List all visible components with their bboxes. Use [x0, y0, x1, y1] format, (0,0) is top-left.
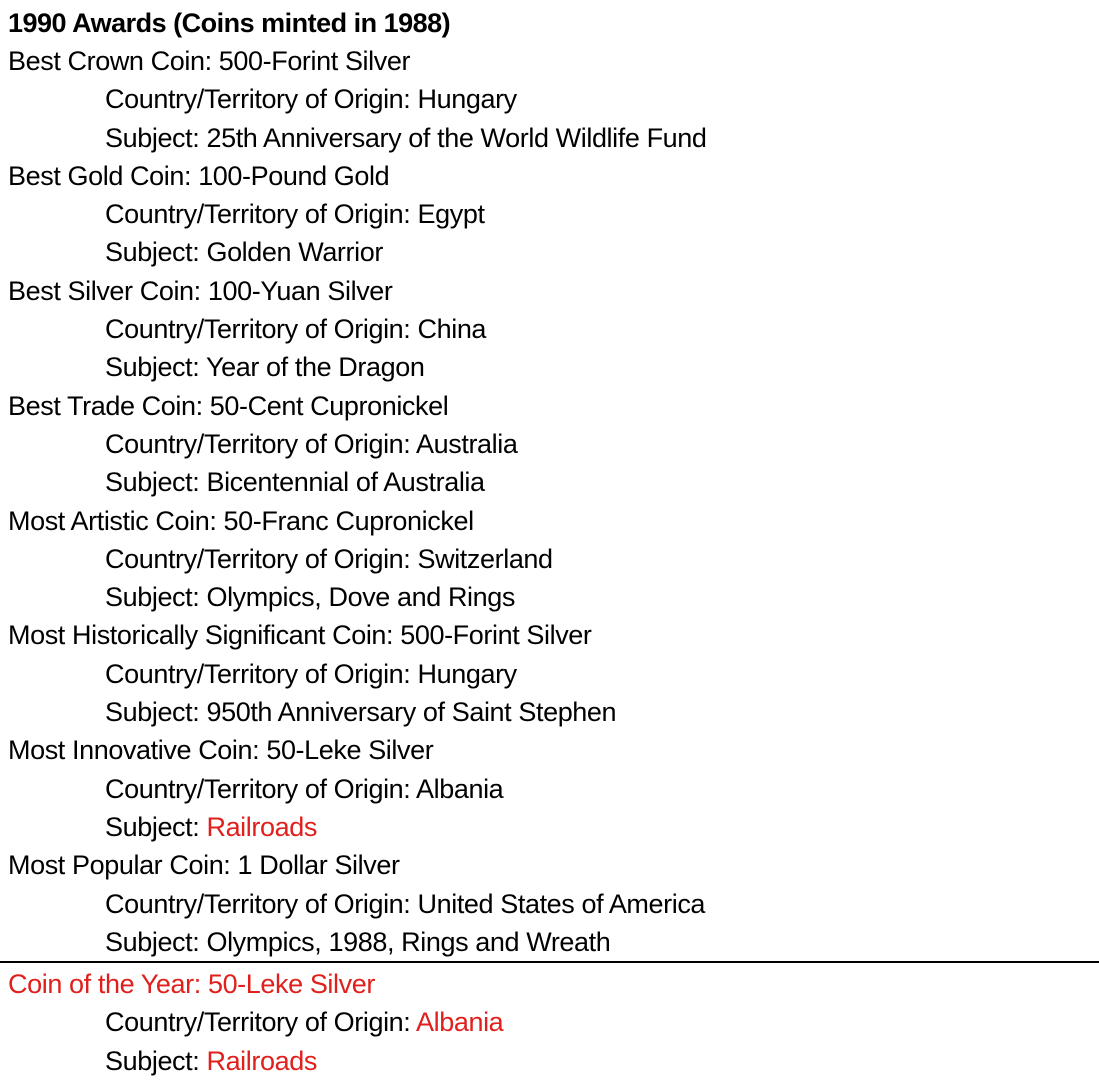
award-category: Best Trade Coin: 50-Cent Cupronickel	[8, 390, 449, 421]
award-category: Most Historically Significant Coin: 500-Forint Silver	[8, 620, 592, 651]
award-category: Best Silver Coin: 100-Yuan Silver	[8, 275, 393, 306]
award-country-line	[0, 80, 1099, 118]
subject-value: Olympics, 1988, Rings and Wreath	[206, 926, 611, 957]
award-country-line	[0, 655, 1099, 693]
country-value: China	[417, 314, 487, 345]
award-category: Most Popular Coin: 1 Dollar Silver	[8, 850, 400, 881]
subject-label: Subject:	[105, 122, 207, 153]
country-value: Albania	[416, 773, 504, 804]
award-category: Most Innovative Coin: 50-Leke Silver	[8, 735, 434, 766]
award-country-line	[0, 425, 1099, 463]
award-subject-line	[0, 923, 1099, 961]
award-subject-line	[0, 348, 1099, 386]
award-subject-line	[0, 693, 1099, 731]
award-subject-line	[0, 233, 1099, 271]
coin-of-the-year-subject-line	[0, 1042, 1099, 1080]
subject-label: Subject:	[105, 237, 207, 268]
country-label: Country/Territory of Origin:	[105, 199, 418, 230]
country-label: Country/Territory of Origin:	[105, 773, 417, 804]
coin-of-the-year-category: Coin of the Year: 50-Leke Silver	[8, 969, 375, 1000]
award-country-line	[0, 885, 1099, 923]
subject-label: Subject:	[105, 582, 207, 613]
award-subject-line	[0, 808, 1099, 846]
country-value: United States of America	[417, 888, 706, 919]
subject-value: Olympics, Dove and Rings	[206, 582, 515, 613]
award-category: Best Crown Coin: 500-Forint Silver	[8, 46, 411, 76]
subject-value: Bicentennial of Australia	[206, 467, 485, 498]
document-title: 1990 Awards (Coins minted in 1988)	[8, 8, 451, 38]
award-category: Most Artistic Coin: 50-Franc Cupronickel	[8, 505, 474, 536]
subject-value-highlighted: Railroads	[206, 811, 317, 842]
country-label: Country/Territory of Origin:	[105, 428, 417, 459]
country-value: Australia	[416, 428, 518, 459]
country-value: Switzerland	[417, 543, 553, 574]
award-country-line	[0, 310, 1099, 348]
subject-label: Subject:	[105, 467, 207, 498]
subject-label: Subject:	[105, 811, 207, 842]
country-label: Country/Territory of Origin:	[105, 543, 418, 574]
country-value: Egypt	[417, 199, 485, 230]
country-value-highlighted: Albania	[416, 1007, 504, 1038]
subject-label: Subject:	[105, 926, 207, 957]
subject-value: 950th Anniversary of Saint Stephen	[206, 697, 617, 728]
award-subject-line	[0, 463, 1099, 501]
country-label: Country/Territory of Origin:	[105, 1007, 417, 1038]
coin-of-the-year-country-line	[0, 1003, 1099, 1041]
subject-value: Year of the Dragon	[205, 352, 425, 383]
subject-value: Golden Warrior	[206, 237, 383, 268]
award-subject-line	[0, 119, 1099, 157]
section-divider	[0, 961, 1099, 963]
award-subject-line	[0, 578, 1099, 616]
award-country-line	[0, 770, 1099, 808]
award-category: Best Gold Coin: 100-Pound Gold	[8, 160, 390, 191]
country-label: Country/Territory of Origin:	[105, 888, 418, 919]
country-label: Country/Territory of Origin:	[105, 84, 418, 115]
country-value: Hungary	[417, 658, 517, 689]
subject-value: 25th Anniversary of the World Wildlife Fund	[206, 122, 707, 153]
subject-label: Subject:	[105, 352, 206, 383]
country-label: Country/Territory of Origin:	[105, 314, 418, 345]
subject-label: Subject:	[105, 697, 207, 728]
award-country-line	[0, 540, 1099, 578]
subject-value-highlighted: Railroads	[206, 1045, 317, 1076]
award-country-line	[0, 195, 1099, 233]
subject-label: Subject:	[105, 1045, 207, 1076]
country-value: Hungary	[417, 84, 517, 115]
country-label: Country/Territory of Origin:	[105, 658, 418, 689]
